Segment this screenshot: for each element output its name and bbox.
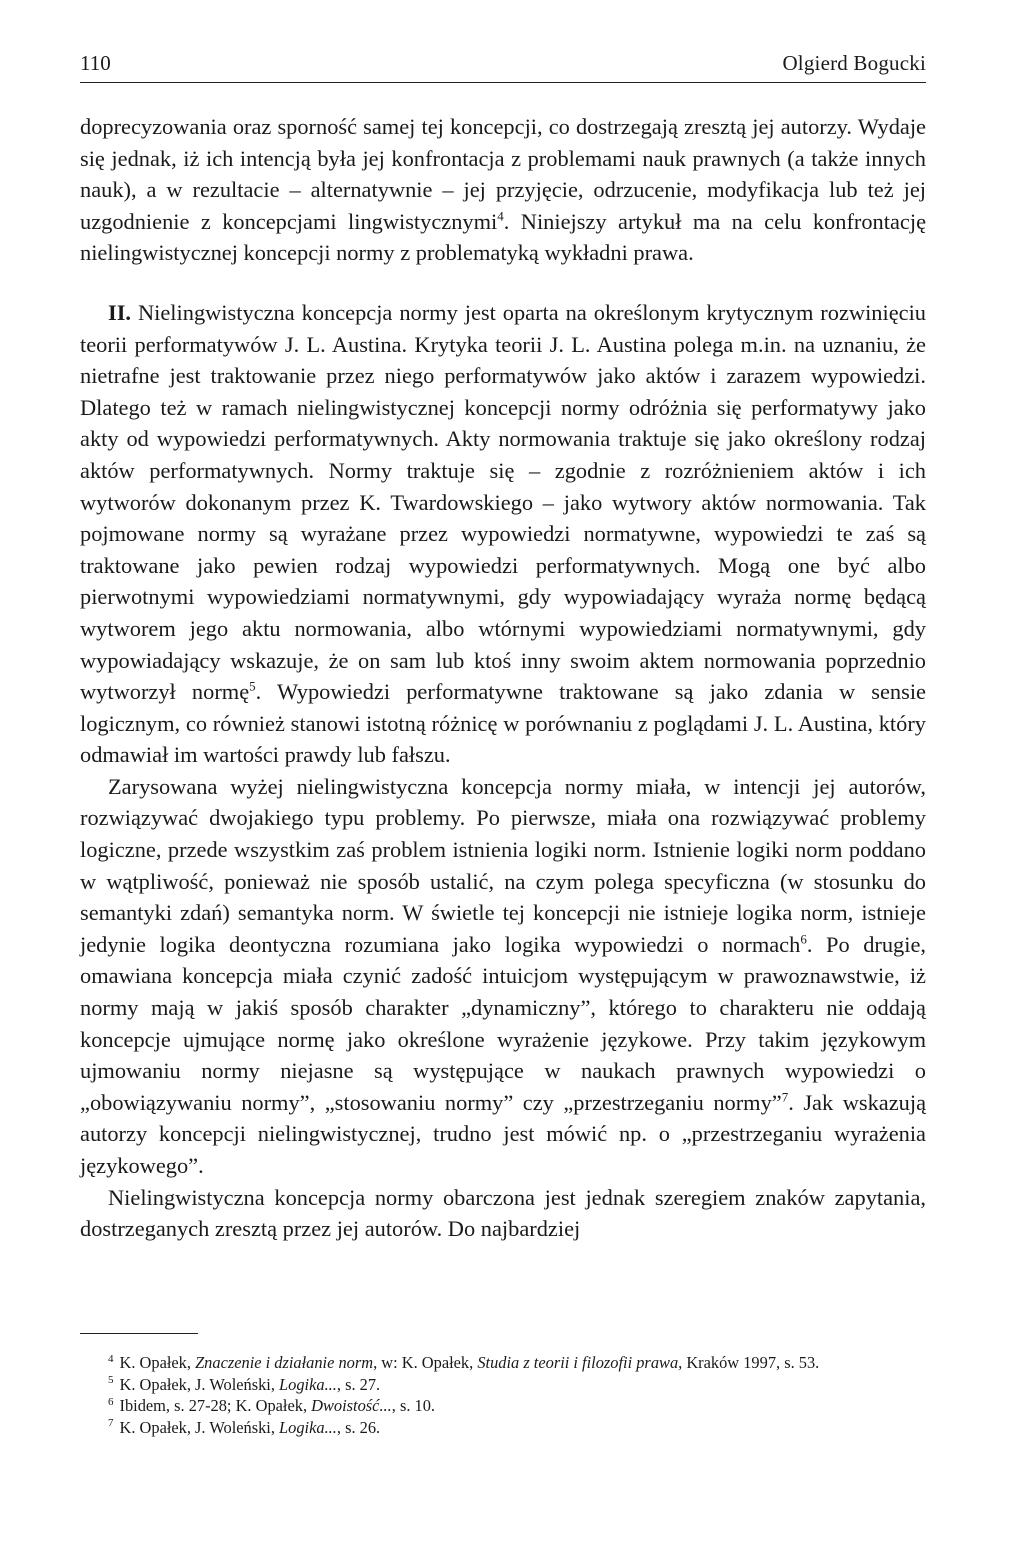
footnote-text: Ibidem, s. 27-28; K. Opałek,	[119, 1396, 312, 1416]
paragraph-4: Nielingwistyczna koncepcja normy obarczona jest jednak szeregiem znaków zapytania, dostrzeganych zresztą przez jej autorów. Do najbardziej	[80, 1184, 926, 1242]
page-number: 110	[80, 51, 111, 75]
footnote-text: K. Opałek, J. Woleński,	[119, 1374, 280, 1394]
running-head	[80, 48, 926, 78]
footnote-title: Logika...	[279, 1374, 337, 1394]
footnote-number: 7	[108, 1417, 114, 1430]
paragraph-3	[80, 771, 926, 1182]
footnote-number: 5	[108, 1374, 114, 1387]
footnote-ref-4[interactable]: 4	[497, 208, 504, 224]
footnote-5	[80, 1374, 926, 1396]
paragraph-3-text-c: . Jak wskazują autorzy koncepcji nielingwistycznej, trudno jest mówić np. o „przestrzeganiu wyrażenia językowego”.	[80, 1089, 927, 1178]
section-number: II.	[108, 299, 132, 325]
footnote-text: , s. 26.	[336, 1417, 381, 1437]
footnote-title: Studia z teorii i filozofii prawa	[477, 1353, 679, 1372]
paragraph-1	[80, 111, 926, 269]
paragraph-3-text-b: . Po drugie, omawiana koncepcja miała czynić zadość intuicjom występującym w prawoznawstwie, iż normy mają w jakiś sposób charakter „dynamiczny”, którego to charakteru nie oddają koncepcje ujmujące normę jako określone wyrażenie językowe. Przy takim językowym ujmowaniu normy niejasne są występujące w naukach prawnych wypowiedzi o „obowiązywaniu normy”, „stosowaniu normy” czy „przestrzeganiu normy”	[80, 931, 927, 1115]
footnote-title: Dwoistość...	[311, 1396, 392, 1416]
paragraph-2-text-b: . Wypowiedzi performatywne traktowane są jako zdania w sensie logicznym, co również stanowi istotną różnicę w porównaniu z poglądami J. L. Austina, który odmawiał im wartości prawdy lub fałszu.	[80, 679, 926, 768]
footnote-title: Logika...	[279, 1417, 337, 1437]
paragraph-1-text-b: . Niniejszy artykuł ma na celu konfrontację nielingwistycznej koncepcji normy z problematyką wykładni prawa.	[80, 208, 927, 266]
footnote-7	[80, 1417, 926, 1439]
footnote-text: K. Opałek,	[119, 1353, 196, 1372]
footnote-number: 6	[108, 1395, 114, 1408]
paragraph-3-text-a: Zarysowana wyżej nielingwistyczna koncepcja normy miała, w intencji jej autorów, rozwiązywać dwojakiego typu problemy. Po pierwsze, miała ona rozwiązywać problemy logiczne, przede wszystkim zaś problem istnienia logiki norm. Istnienie logiki norm poddano w wątpliwość, ponieważ nie sposób ustalić, na czym polega specyficzna (w stosunku do semantyki zdań) semantyka norm. W świetle tej koncepcji nie istnieje logika norm, istnieje jedynie logika deontyczna rozumiana jako logika wypowiedzi o normach	[80, 773, 926, 957]
footnotes	[80, 1352, 926, 1438]
footnote-title: Znaczenie i działanie norm	[195, 1353, 374, 1372]
footnote-4	[80, 1352, 926, 1374]
footnote-number: 4	[108, 1352, 114, 1365]
paragraph-2-text-a: Nielingwistyczna koncepcja normy jest oparta na określonym krytycznym rozwinięciu teorii performatywów J. L. Austina. Krytyka teorii J. L. Austina polega m.in. na uznaniu, że nietrafne jest traktowanie przez niego performatywów jako aktów i zarazem wypowiedzi. Dlatego też w ramach nielingwistycznej koncepcji normy odróżnia się performatywy jako akty od wypowiedzi performatywnych. Akty normowania traktuje się jako określony rodzaj aktów performatywnych. Normy traktuje się – zgodnie z rozróżnieniem aktów i ich wytworów dokonanym przez K. Twardowskiego – jako wytwory aktów normowania. Tak pojmowane normy są wyrażane przez wypowiedzi normatywne, wypowiedzi te zaś są traktowane jako pewien rodzaj wypowiedzi performatywnych. Mogą one być albo pierwotnymi wypowiedziami normatywnymi, gdy wypowiadający wyraża normę będącą wytworem jego aktu normowania, albo wtórnymi wypowiedziami normatywnymi, gdy wypowiadający wskazuje, że on sam lub ktoś inny swoim aktem normowania poprzednio wytworzył normę	[80, 299, 926, 705]
paragraph-section-2	[80, 297, 926, 771]
footnote-ref-6[interactable]: 6	[800, 931, 807, 947]
footnote-separator	[80, 1333, 198, 1334]
footnote-text: , s. 10.	[391, 1396, 436, 1416]
body-text	[80, 111, 926, 1245]
footnote-ref-7[interactable]: 7	[781, 1089, 789, 1105]
header-rule	[80, 82, 926, 83]
footnote-text: , w: K. Opałek,	[373, 1353, 478, 1372]
paragraph-1-text-a: doprecyzowania oraz sporność samej tej koncepcji, co dostrzegają zresztą jej autorzy. Wydaje się jednak, iż ich intencją była jej konfrontacja z problemami nauk prawnych (a także innych nauk), a w rezultacie – alternatywnie – jej przyjęcie, odrzucenie, modyfikacja lub też jej uzgodnienie z koncepcjami lingwistycznymi	[80, 114, 926, 234]
footnote-text: K. Opałek, J. Woleński,	[119, 1417, 280, 1437]
footnote-6	[80, 1395, 926, 1417]
book-page	[80, 0, 926, 1554]
footnote-text: , Kraków 1997, s. 53.	[678, 1353, 820, 1372]
running-head-author: Olgierd Bogucki	[782, 51, 926, 75]
footnote-ref-5[interactable]: 5	[249, 678, 256, 694]
footnote-text: , s. 27.	[336, 1374, 381, 1394]
